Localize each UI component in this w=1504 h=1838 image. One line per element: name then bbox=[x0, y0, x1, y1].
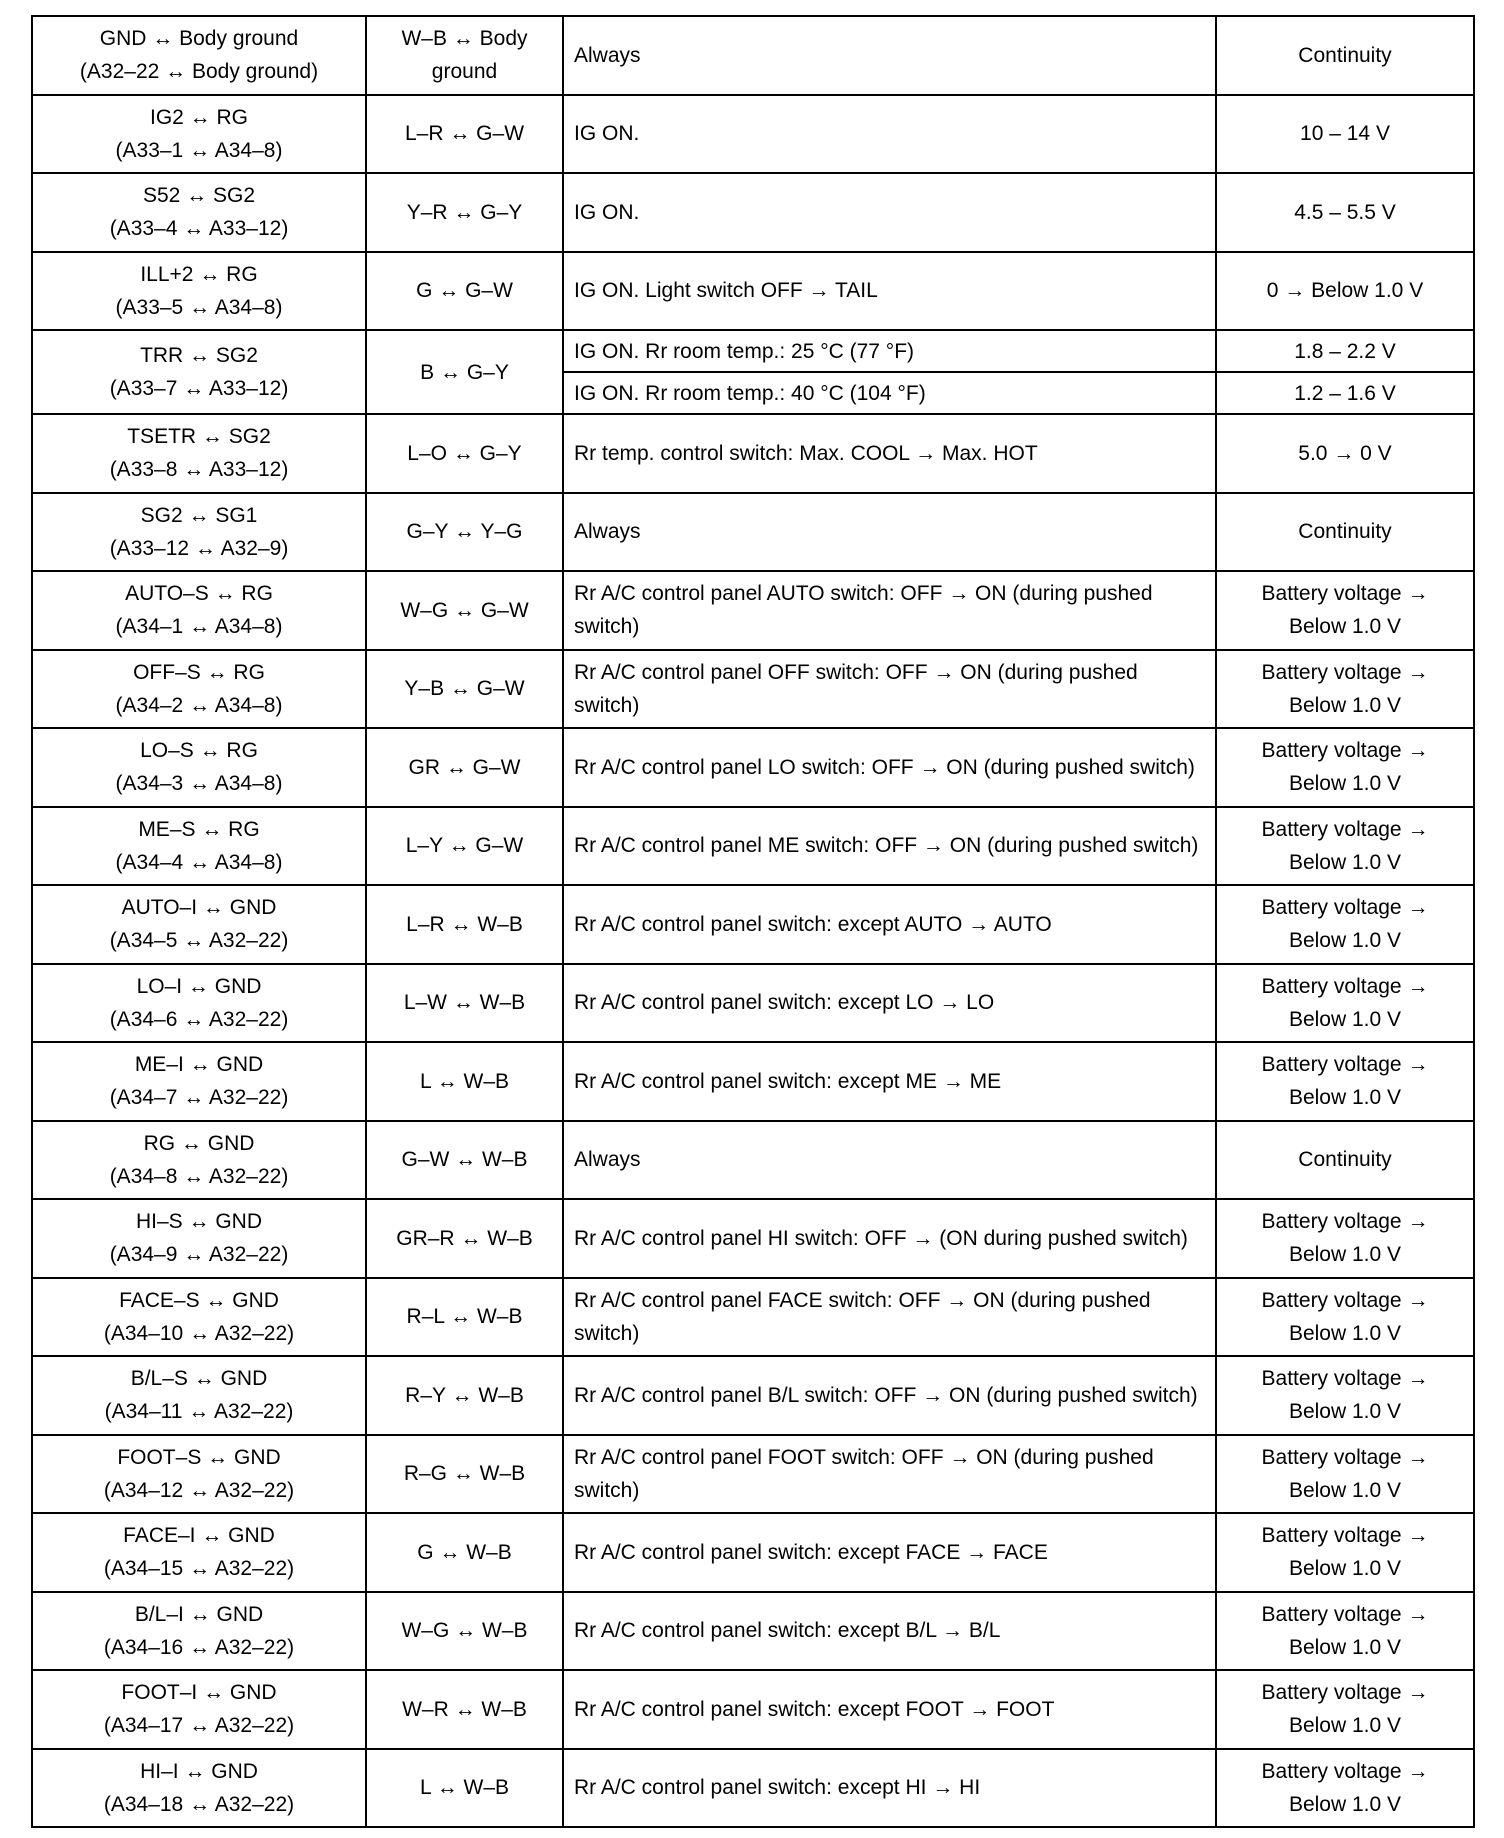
specified-condition-line2: Below 1.0 V bbox=[1288, 1635, 1402, 1659]
wiring-color-cell: W–G ↔ G–W bbox=[366, 571, 563, 650]
specified-condition: 10 – 14 V bbox=[1300, 122, 1390, 146]
connector-pins: (A34–1 ↔ A34–8) bbox=[115, 615, 283, 639]
specified-condition: Battery voltage → bbox=[1261, 1759, 1429, 1783]
terminal-cell bbox=[32, 173, 366, 252]
condition-cell: Rr A/C control panel switch: except HI → HI bbox=[563, 1749, 1216, 1828]
specified-condition-cell bbox=[1216, 807, 1474, 886]
specified-condition-cell bbox=[1216, 16, 1474, 95]
specified-condition-cell bbox=[1216, 964, 1474, 1043]
table-row bbox=[32, 1199, 1474, 1278]
wiring-color-cell: G–Y ↔ Y–G bbox=[366, 493, 563, 572]
condition-cell: Always bbox=[563, 493, 1216, 572]
wiring-color-cell: L–W ↔ W–B bbox=[366, 964, 563, 1043]
specified-condition-cell bbox=[1216, 493, 1474, 572]
terminal-name: AUTO–I ↔ GND bbox=[121, 896, 277, 920]
condition-cell: IG ON. bbox=[563, 95, 1216, 174]
specified-condition: Battery voltage → bbox=[1261, 1681, 1429, 1705]
condition-cell: Rr A/C control panel FACE switch: OFF → ON (during pushed switch) bbox=[563, 1278, 1216, 1357]
specified-condition-cell: 1.2 – 1.6 V bbox=[1216, 372, 1474, 414]
terminal-name: LO–I ↔ GND bbox=[136, 974, 262, 998]
table-row bbox=[32, 252, 1474, 331]
table-row bbox=[32, 95, 1474, 174]
terminal-cell bbox=[32, 1199, 366, 1278]
connector-pins: (A34–11 ↔ A32–22) bbox=[104, 1400, 294, 1424]
specified-condition-line2: Below 1.0 V bbox=[1288, 1243, 1402, 1267]
table-row bbox=[32, 964, 1474, 1043]
condition-cell: Always bbox=[563, 1121, 1216, 1200]
specified-condition-cell bbox=[1216, 571, 1474, 650]
connector-pins: (A34–6 ↔ A32–22) bbox=[109, 1007, 289, 1031]
wiring-color-cell: W–B ↔ Body ground bbox=[366, 16, 563, 95]
specified-condition-cell bbox=[1216, 728, 1474, 807]
condition-cell: Rr A/C control panel FOOT switch: OFF → ON (during pushed switch) bbox=[563, 1435, 1216, 1514]
wiring-color-cell: R–L ↔ W–B bbox=[366, 1278, 563, 1357]
connector-pins: (A33–5 ↔ A34–8) bbox=[115, 295, 283, 319]
terminal-name: ME–I ↔ GND bbox=[134, 1053, 264, 1077]
condition-cell: IG ON. Rr room temp.: 40 °C (104 °F) bbox=[563, 372, 1216, 414]
specified-condition-line2: Below 1.0 V bbox=[1288, 1321, 1402, 1345]
table-row bbox=[32, 1670, 1474, 1749]
terminal-cell bbox=[32, 1278, 366, 1357]
specified-condition: Continuity bbox=[1298, 43, 1392, 67]
condition-cell: Always bbox=[563, 16, 1216, 95]
table-row bbox=[32, 1042, 1474, 1121]
terminal-cell bbox=[32, 1749, 366, 1828]
table-row bbox=[32, 571, 1474, 650]
terminal-cell bbox=[32, 650, 366, 729]
terminal-cell bbox=[32, 16, 366, 95]
terminal-cell bbox=[32, 885, 366, 964]
table-row bbox=[32, 493, 1474, 572]
terminal-cell bbox=[32, 414, 366, 493]
terminal-name: GND ↔ Body ground bbox=[99, 27, 299, 51]
terminal-cell bbox=[32, 1670, 366, 1749]
specified-condition-cell bbox=[1216, 414, 1474, 493]
terminal-name: FACE–I ↔ GND bbox=[123, 1524, 275, 1548]
connector-pins: (A34–7 ↔ A32–22) bbox=[109, 1086, 289, 1110]
table-row bbox=[32, 330, 1474, 372]
condition-cell: IG ON. Rr room temp.: 25 °C (77 °F) bbox=[563, 330, 1216, 372]
specified-condition-cell bbox=[1216, 1435, 1474, 1514]
terminal-cell bbox=[32, 330, 366, 414]
specified-condition: Battery voltage → bbox=[1261, 1367, 1429, 1391]
connector-pins: (A34–5 ↔ A32–22) bbox=[109, 929, 289, 953]
specified-condition: Battery voltage → bbox=[1261, 1445, 1429, 1469]
terminal-name: FOOT–I ↔ GND bbox=[121, 1681, 277, 1705]
terminal-name: ILL+2 ↔ RG bbox=[140, 262, 258, 286]
wiring-color-cell: L–Y ↔ G–W bbox=[366, 807, 563, 886]
wiring-color-cell: G ↔ G–W bbox=[366, 252, 563, 331]
terminal-cell bbox=[32, 728, 366, 807]
specified-condition-cell bbox=[1216, 1670, 1474, 1749]
specified-condition: Battery voltage → bbox=[1261, 660, 1429, 684]
connector-pins: (A34–10 ↔ A32–22) bbox=[103, 1321, 295, 1345]
specified-condition-line2: Below 1.0 V bbox=[1288, 693, 1402, 717]
terminal-cell bbox=[32, 252, 366, 331]
wiring-color-cell: R–Y ↔ W–B bbox=[366, 1356, 563, 1435]
table-row bbox=[32, 728, 1474, 807]
wiring-color-cell: L–O ↔ G–Y bbox=[366, 414, 563, 493]
terminal-name: HI–I ↔ GND bbox=[140, 1759, 258, 1783]
specified-condition-cell bbox=[1216, 650, 1474, 729]
specified-condition-cell: 1.8 – 2.2 V bbox=[1216, 330, 1474, 372]
specified-condition-cell bbox=[1216, 173, 1474, 252]
condition-cell: Rr A/C control panel B/L switch: OFF → ON (during pushed switch) bbox=[563, 1356, 1216, 1435]
wiring-color-cell: L–R ↔ G–W bbox=[366, 95, 563, 174]
terminal-cell bbox=[32, 493, 366, 572]
terminal-cell bbox=[32, 807, 366, 886]
wiring-color-cell: Y–B ↔ G–W bbox=[366, 650, 563, 729]
table-row bbox=[32, 1356, 1474, 1435]
specified-condition: Battery voltage → bbox=[1261, 582, 1429, 606]
specified-condition-line2: Below 1.0 V bbox=[1288, 615, 1402, 639]
specified-condition-line2: Below 1.0 V bbox=[1288, 1714, 1402, 1738]
connector-pins: (A34–17 ↔ A32–22) bbox=[103, 1714, 295, 1738]
terminal-name: B/L–I ↔ GND bbox=[134, 1602, 264, 1626]
table-row bbox=[32, 885, 1474, 964]
terminal-name: IG2 ↔ RG bbox=[149, 105, 249, 129]
specified-condition: Battery voltage → bbox=[1261, 1210, 1429, 1234]
specified-condition: Battery voltage → bbox=[1261, 817, 1429, 841]
table-row bbox=[32, 1513, 1474, 1592]
condition-cell: IG ON. Light switch OFF → TAIL bbox=[563, 252, 1216, 331]
terminal-cell bbox=[32, 1513, 366, 1592]
table-row bbox=[32, 1278, 1474, 1357]
connector-pins: (A33–1 ↔ A34–8) bbox=[115, 138, 283, 162]
terminal-cell bbox=[32, 1435, 366, 1514]
specified-condition-cell bbox=[1216, 1592, 1474, 1671]
condition-cell: Rr temp. control switch: Max. COOL → Max. HOT bbox=[563, 414, 1216, 493]
table-row bbox=[32, 414, 1474, 493]
wiring-color-cell: Y–R ↔ G–Y bbox=[366, 173, 563, 252]
wiring-color-cell: L–R ↔ W–B bbox=[366, 885, 563, 964]
specified-condition-line2: Below 1.0 V bbox=[1288, 1557, 1402, 1581]
terminal-name: TSETR ↔ SG2 bbox=[127, 425, 271, 449]
specified-condition-cell bbox=[1216, 1513, 1474, 1592]
terminal-cell bbox=[32, 571, 366, 650]
specified-condition-line2: Below 1.0 V bbox=[1288, 850, 1402, 874]
connector-pins: (A33–8 ↔ A33–12) bbox=[109, 458, 289, 482]
terminal-spec-table bbox=[31, 15, 1475, 1828]
wiring-color-cell: L ↔ W–B bbox=[366, 1042, 563, 1121]
terminal-name: TRR ↔ SG2 bbox=[140, 344, 258, 367]
condition-cell: Rr A/C control panel switch: except ME → ME bbox=[563, 1042, 1216, 1121]
specified-condition-line2: Below 1.0 V bbox=[1288, 1400, 1402, 1424]
table-row bbox=[32, 16, 1474, 95]
specified-condition-cell bbox=[1216, 95, 1474, 174]
terminal-cell bbox=[32, 1121, 366, 1200]
wiring-color-cell: GR–R ↔ W–B bbox=[366, 1199, 563, 1278]
condition-cell: Rr A/C control panel ME switch: OFF → ON (during pushed switch) bbox=[563, 807, 1216, 886]
terminal-name: RG ↔ GND bbox=[143, 1131, 255, 1155]
terminal-name: AUTO–S ↔ RG bbox=[125, 582, 273, 606]
specified-condition-cell bbox=[1216, 252, 1474, 331]
condition-cell: Rr A/C control panel switch: except LO → LO bbox=[563, 964, 1216, 1043]
connector-pins: (A34–2 ↔ A34–8) bbox=[115, 693, 283, 717]
terminal-name: B/L–S ↔ GND bbox=[130, 1367, 268, 1391]
specified-condition-cell bbox=[1216, 1278, 1474, 1357]
specified-condition-cell bbox=[1216, 1199, 1474, 1278]
condition-cell: Rr A/C control panel HI switch: OFF → (ON during pushed switch) bbox=[563, 1199, 1216, 1278]
terminal-cell bbox=[32, 1592, 366, 1671]
connector-pins: (A33–7 ↔ A33–12) bbox=[109, 377, 289, 400]
terminal-cell bbox=[32, 1042, 366, 1121]
specified-condition: Battery voltage → bbox=[1261, 1524, 1429, 1548]
connector-pins: (A34–8 ↔ A32–22) bbox=[109, 1164, 289, 1188]
terminal-name: ME–S ↔ RG bbox=[138, 817, 260, 841]
wiring-color-cell: W–R ↔ W–B bbox=[366, 1670, 563, 1749]
condition-cell: Rr A/C control panel switch: except AUTO → AUTO bbox=[563, 885, 1216, 964]
connector-pins: (A32–22 ↔ Body ground) bbox=[79, 60, 319, 84]
table-row bbox=[32, 1749, 1474, 1828]
specified-condition: 5.0 → 0 V bbox=[1298, 441, 1392, 465]
table-row bbox=[32, 1435, 1474, 1514]
wiring-color-cell: GR ↔ G–W bbox=[366, 728, 563, 807]
specified-condition: Battery voltage → bbox=[1261, 1053, 1429, 1077]
connector-pins: (A34–4 ↔ A34–8) bbox=[115, 850, 283, 874]
terminal-cell bbox=[32, 95, 366, 174]
connector-pins: (A34–18 ↔ A32–22) bbox=[103, 1792, 295, 1816]
terminal-name: FACE–S ↔ GND bbox=[119, 1288, 279, 1312]
condition-cell: Rr A/C control panel switch: except FACE → FACE bbox=[563, 1513, 1216, 1592]
condition-cell: Rr A/C control panel switch: except FOOT → FOOT bbox=[563, 1670, 1216, 1749]
condition-cell: Rr A/C control panel OFF switch: OFF → ON (during pushed switch) bbox=[563, 650, 1216, 729]
terminal-spec-body bbox=[32, 16, 1474, 1827]
terminal-name: FOOT–S ↔ GND bbox=[117, 1445, 281, 1469]
wiring-color-cell: G–W ↔ W–B bbox=[366, 1121, 563, 1200]
wiring-color-cell: B ↔ G–Y bbox=[366, 330, 563, 414]
specified-condition: Battery voltage → bbox=[1261, 739, 1429, 763]
connector-pins: (A33–12 ↔ A32–9) bbox=[109, 536, 289, 560]
specified-condition-cell bbox=[1216, 1356, 1474, 1435]
connector-pins: (A34–9 ↔ A32–22) bbox=[109, 1243, 289, 1267]
specified-condition: Battery voltage → bbox=[1261, 896, 1429, 920]
table-row bbox=[32, 1592, 1474, 1671]
terminal-cell bbox=[32, 1356, 366, 1435]
wiring-color-cell: G ↔ W–B bbox=[366, 1513, 563, 1592]
specified-condition-line2: Below 1.0 V bbox=[1288, 772, 1402, 796]
specified-condition-line2: Below 1.0 V bbox=[1288, 1478, 1402, 1502]
connector-pins: (A33–4 ↔ A33–12) bbox=[109, 217, 289, 241]
specified-condition: Continuity bbox=[1298, 520, 1392, 544]
terminal-cell bbox=[32, 964, 366, 1043]
connector-pins: (A34–3 ↔ A34–8) bbox=[115, 772, 283, 796]
wiring-color-cell: W–G ↔ W–B bbox=[366, 1592, 563, 1671]
specified-condition-line2: Below 1.0 V bbox=[1288, 1086, 1402, 1110]
connector-pins: (A34–12 ↔ A32–22) bbox=[103, 1478, 295, 1502]
specified-condition-line2: Below 1.0 V bbox=[1288, 1792, 1402, 1816]
specified-condition-cell bbox=[1216, 1749, 1474, 1828]
wiring-color-cell: L ↔ W–B bbox=[366, 1749, 563, 1828]
specified-condition-cell bbox=[1216, 1042, 1474, 1121]
table-row bbox=[32, 1121, 1474, 1200]
terminal-name: OFF–S ↔ RG bbox=[133, 660, 265, 684]
specified-condition: 0 → Below 1.0 V bbox=[1266, 279, 1424, 303]
specified-condition: Battery voltage → bbox=[1261, 974, 1429, 998]
terminal-name: SG2 ↔ SG1 bbox=[140, 503, 258, 527]
condition-cell: IG ON. bbox=[563, 173, 1216, 252]
condition-cell: Rr A/C control panel LO switch: OFF → ON (during pushed switch) bbox=[563, 728, 1216, 807]
condition-cell: Rr A/C control panel switch: except B/L → B/L bbox=[563, 1592, 1216, 1671]
table-row bbox=[32, 650, 1474, 729]
condition-cell: Rr A/C control panel AUTO switch: OFF → ON (during pushed switch) bbox=[563, 571, 1216, 650]
terminal-name: S52 ↔ SG2 bbox=[142, 184, 256, 208]
table-row bbox=[32, 807, 1474, 886]
specified-condition-line2: Below 1.0 V bbox=[1288, 929, 1402, 953]
terminal-name: LO–S ↔ RG bbox=[140, 739, 258, 763]
table-row bbox=[32, 173, 1474, 252]
specified-condition: Battery voltage → bbox=[1261, 1288, 1429, 1312]
wiring-color-cell: R–G ↔ W–B bbox=[366, 1435, 563, 1514]
specified-condition-line2: Below 1.0 V bbox=[1288, 1007, 1402, 1031]
specified-condition: 4.5 – 5.5 V bbox=[1294, 200, 1396, 224]
connector-pins: (A34–15 ↔ A32–22) bbox=[103, 1557, 295, 1581]
terminal-name: HI–S ↔ GND bbox=[135, 1210, 263, 1234]
connector-pins: (A34–16 ↔ A32–22) bbox=[103, 1635, 295, 1659]
specified-condition-cell bbox=[1216, 1121, 1474, 1200]
specified-condition: Continuity bbox=[1298, 1148, 1392, 1172]
specified-condition: Battery voltage → bbox=[1261, 1602, 1429, 1626]
specified-condition-cell bbox=[1216, 885, 1474, 964]
